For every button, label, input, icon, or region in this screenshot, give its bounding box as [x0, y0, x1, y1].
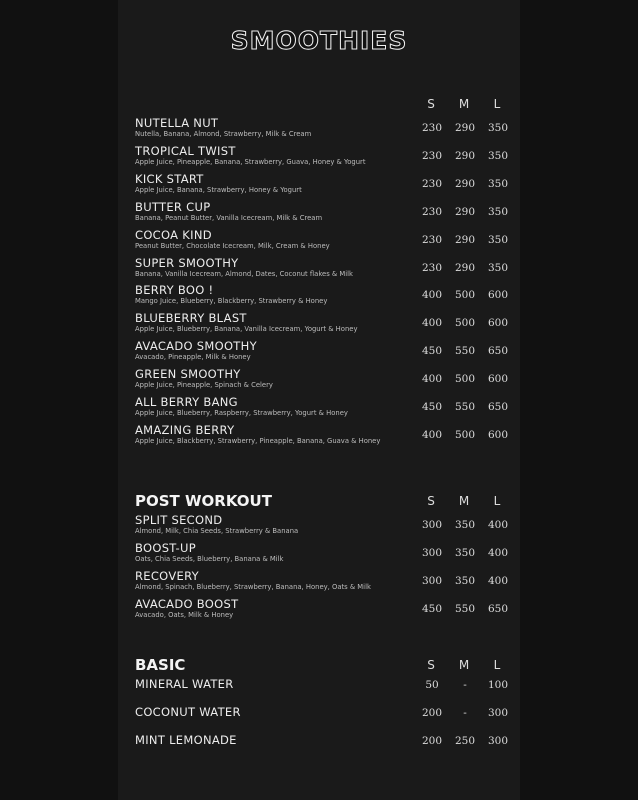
- price-large: 600: [487, 428, 509, 441]
- item-name: BERRY BOO !: [135, 283, 214, 298]
- price-small: 400: [421, 428, 443, 441]
- menu-item: [135, 733, 555, 761]
- item-description: Peanut Butter, Chocolate Icecream, Milk, Cream & Honey: [135, 241, 330, 250]
- size-s-label: S: [427, 97, 435, 111]
- price-small: 200: [421, 706, 443, 719]
- price-large: 300: [487, 734, 509, 747]
- item-description: Banana, Peanut Butter, Vanilla Icecream, Milk & Cream: [135, 213, 323, 222]
- item-description: Nutella, Banana, Almond, Strawberry, Milk & Cream: [135, 130, 312, 138]
- post-workout-title: POST WORKOUT: [135, 492, 272, 510]
- price-small: 230: [421, 205, 443, 218]
- price-large: 650: [487, 401, 509, 413]
- price-medium: 500: [454, 317, 476, 330]
- price-large: 350: [487, 177, 509, 190]
- price-small: 450: [421, 345, 443, 358]
- menu-item: [135, 513, 555, 541]
- item-description: Apple Juice, Banana, Strawberry, Honey & Yogurt: [135, 185, 302, 194]
- price-small: 400: [421, 317, 443, 330]
- item-name: COCOA KIND: [135, 227, 212, 242]
- menu-item: [135, 677, 555, 705]
- price-small: 400: [421, 373, 443, 386]
- item-name: SUPER SMOOTHY: [135, 255, 239, 270]
- price-small: 400: [421, 289, 443, 302]
- price-medium: 350: [454, 546, 476, 559]
- price-medium: 550: [454, 345, 476, 358]
- item-description: Apple Juice, Pineapple, Banana, Strawberry, Guava, Honey & Yogurt: [135, 157, 366, 166]
- size-m-label: M: [458, 658, 470, 672]
- menu-title: SMOOTHIES: [230, 26, 408, 55]
- menu-item: [135, 172, 555, 200]
- price-large: 650: [487, 602, 509, 615]
- item-name: BLUEBERRY BLAST: [135, 311, 247, 326]
- item-description: Avacado, Oats, Milk & Honey: [135, 610, 234, 619]
- menu-item: [135, 569, 555, 597]
- menu-item: [135, 116, 555, 144]
- price-medium: 250: [454, 734, 476, 747]
- size-l-label: L: [493, 658, 501, 672]
- menu-item: [135, 423, 555, 451]
- price-small: 230: [421, 149, 443, 162]
- item-description: Banana, Vanilla Icecream, Almond, Dates, Coconut flakes & Milk: [135, 269, 353, 278]
- price-medium: 290: [454, 122, 476, 134]
- price-large: 600: [487, 289, 509, 302]
- price-medium: 550: [454, 401, 476, 413]
- item-name: RECOVERY: [135, 568, 199, 583]
- price-large: 300: [487, 706, 509, 719]
- item-name: ALL BERRY BANG: [135, 395, 238, 409]
- item-description: Avacado, Pineapple, Milk & Honey: [135, 353, 251, 362]
- price-small: 230: [421, 122, 443, 134]
- menu-item: [135, 311, 555, 339]
- price-large: 350: [487, 122, 509, 134]
- price-small: 230: [421, 233, 443, 246]
- item-name: GREEN SMOOTHY: [135, 367, 241, 382]
- menu-item: [135, 339, 555, 367]
- price-medium: 500: [454, 428, 476, 441]
- item-description: Mango Juice, Blueberry, Blackberry, Strawberry & Honey: [135, 297, 328, 306]
- price-large: 350: [487, 205, 509, 218]
- price-large: 350: [487, 233, 509, 246]
- price-large: 350: [487, 149, 509, 162]
- menu-item: [135, 283, 555, 311]
- price-medium: 550: [454, 602, 476, 615]
- item-description: Apple Juice, Pineapple, Spinach & Celery: [135, 381, 273, 390]
- item-name: BUTTER CUP: [135, 199, 211, 214]
- price-large: 400: [487, 574, 509, 587]
- price-small: 300: [421, 519, 443, 531]
- price-small: 50: [425, 679, 439, 691]
- item-name: MINERAL WATER: [135, 677, 234, 691]
- size-m-label: M: [458, 97, 470, 111]
- menu-item: [135, 541, 555, 569]
- price-medium: 290: [454, 261, 476, 274]
- item-description: Apple Juice, Blueberry, Raspberry, Strawberry, Yogurt & Honey: [135, 409, 348, 417]
- price-small: 300: [421, 546, 443, 559]
- price-large: 600: [487, 373, 509, 386]
- item-name: SPLIT SECOND: [135, 513, 223, 527]
- price-medium: -: [463, 679, 467, 691]
- price-large: 600: [487, 317, 509, 330]
- item-description: Almond, Milk, Chia Seeds, Strawberry & Banana: [135, 527, 299, 535]
- item-name: TROPICAL TWIST: [135, 143, 236, 158]
- price-small: 200: [421, 734, 443, 747]
- price-medium: 500: [454, 289, 476, 302]
- item-description: Oats, Chia Seeds, Blueberry, Banana & Milk: [135, 554, 284, 563]
- price-medium: 350: [454, 574, 476, 587]
- item-name: BOOST-UP: [135, 540, 196, 555]
- size-l-label: L: [493, 494, 501, 508]
- price-medium: 290: [454, 205, 476, 218]
- item-description: Apple Juice, Blackberry, Strawberry, Pineapple, Banana, Guava & Honey: [135, 436, 381, 445]
- menu-item: [135, 200, 555, 228]
- menu-item: [135, 228, 555, 256]
- menu-item: [135, 597, 555, 625]
- price-medium: 350: [454, 519, 476, 531]
- menu-item: [135, 705, 555, 733]
- item-name: AVACADO BOOST: [135, 596, 239, 611]
- menu-item: [135, 395, 555, 423]
- price-medium: 290: [454, 177, 476, 190]
- item-name: KICK START: [135, 171, 204, 186]
- price-large: 400: [487, 519, 509, 531]
- price-medium: 290: [454, 149, 476, 162]
- size-s-label: S: [427, 494, 435, 508]
- menu-item: [135, 144, 555, 172]
- price-medium: 500: [454, 373, 476, 386]
- menu-item: [135, 367, 555, 395]
- item-description: Almond, Spinach, Blueberry, Strawberry, Banana, Honey, Oats & Milk: [135, 582, 371, 591]
- size-m-label: M: [458, 494, 470, 508]
- price-large: 350: [487, 261, 509, 274]
- item-name: MINT LEMONADE: [135, 732, 237, 747]
- item-description: Apple Juice, Blueberry, Banana, Vanilla Icecream, Yogurt & Honey: [135, 325, 358, 334]
- price-large: 650: [487, 345, 509, 358]
- item-name: AVACADO SMOOTHY: [135, 339, 257, 354]
- price-medium: -: [463, 706, 467, 719]
- item-name: AMAZING BERRY: [135, 422, 235, 437]
- price-small: 230: [421, 261, 443, 274]
- price-small: 300: [421, 574, 443, 587]
- price-large: 100: [487, 679, 509, 691]
- size-s-label: S: [427, 658, 435, 672]
- price-small: 450: [421, 602, 443, 615]
- item-name: NUTELLA NUT: [135, 116, 219, 130]
- size-l-label: L: [493, 97, 501, 111]
- price-small: 230: [421, 177, 443, 190]
- price-large: 400: [487, 546, 509, 559]
- basic-title: BASIC: [135, 656, 186, 674]
- menu-item: [135, 256, 555, 284]
- price-small: 450: [421, 401, 443, 413]
- item-name: COCONUT WATER: [135, 704, 241, 719]
- price-medium: 290: [454, 233, 476, 246]
